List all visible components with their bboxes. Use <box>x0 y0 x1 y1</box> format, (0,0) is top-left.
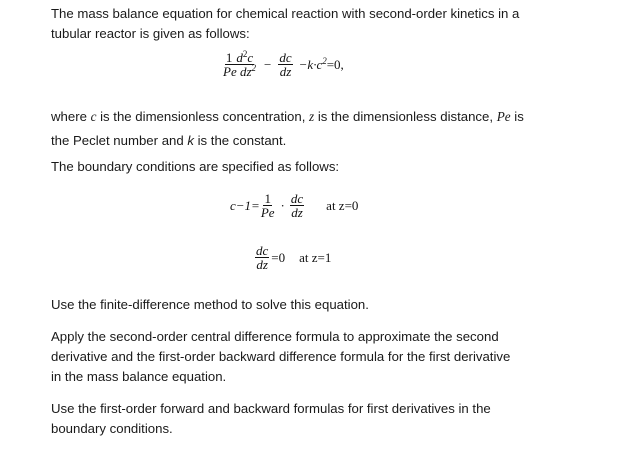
var-c: c <box>90 109 97 124</box>
instruction-finite-difference: Use the finite-difference method to solve this equation. <box>51 297 369 312</box>
eq1-frac1-den: Pe dz <box>223 64 252 79</box>
bc1-frac2-num: dc <box>290 191 304 206</box>
eq1-frac1-d: d <box>236 50 243 65</box>
second-derivative-term <box>222 51 257 78</box>
where-t5: the Peclet number and <box>51 133 188 148</box>
bc2-condition: at z=1 <box>299 249 332 265</box>
eq1-frac2-den: dz <box>279 64 292 79</box>
variables-description-line-2 <box>51 131 591 151</box>
bc1-frac2-den: dz <box>291 205 303 220</box>
eq1-rhs: =0, <box>326 56 344 72</box>
eq1-frac1-c: c <box>247 50 254 65</box>
bc1-condition: at z=0 <box>326 197 359 213</box>
where-t4: is <box>510 109 524 124</box>
variables-description-line-1 <box>51 107 591 127</box>
mass-balance-equation <box>222 51 344 78</box>
first-derivative-term <box>278 51 292 78</box>
eq1-frac1-den-exp: 2 <box>251 63 257 73</box>
boundary-condition-2 <box>255 244 331 271</box>
boundary-condition-1 <box>230 192 358 219</box>
eq1-minus: − <box>264 56 272 72</box>
bc1-frac1-num: 1 <box>264 191 271 206</box>
where-t2: is the dimensionless concentration, <box>96 109 310 124</box>
bc1-frac1-den: Pe <box>260 205 275 220</box>
var-z: z <box>309 109 315 124</box>
bc1-lhs: c−1= <box>230 197 260 213</box>
bc2-frac-den: dz <box>256 257 268 272</box>
bc2-rhs: =0 <box>271 249 286 265</box>
where-t3: is the dimensionless distance, <box>314 109 497 124</box>
where-t1: where <box>51 109 91 124</box>
eq1-tail: −k·c <box>298 56 323 72</box>
eq1-tail-exp: 2 <box>322 55 327 66</box>
boundary-conditions-intro: The boundary conditions are specified as follows: <box>51 159 340 174</box>
where-t6: is the constant. <box>193 133 287 148</box>
instruction-p2-line-3: in the mass balance equation. <box>51 369 227 384</box>
eq1-frac1-num: 1 <box>225 50 233 65</box>
bc2-frac-num: dc <box>256 243 269 258</box>
var-k: k <box>187 133 194 148</box>
instruction-p2-line-1: Apply the second-order central difference formula to approximate the second <box>51 329 499 344</box>
var-pe: Pe <box>496 109 511 124</box>
instruction-p3-line-2: boundary conditions. <box>51 421 173 436</box>
intro-line-2: tubular reactor is given as follows: <box>51 26 250 41</box>
eq1-frac2-num: dc <box>279 50 292 65</box>
instruction-p2-line-2: derivative and the first-order backward difference formula for the first derivative <box>51 349 511 364</box>
intro-line-1: The mass balance equation for chemical reaction with second-order kinetics in a <box>51 6 520 21</box>
eq1-frac1-num-exp: 2 <box>242 49 248 59</box>
bc1-dot: · <box>280 197 285 213</box>
instruction-p3-line-1: Use the first-order forward and backward formulas for first derivatives in the <box>51 401 491 416</box>
